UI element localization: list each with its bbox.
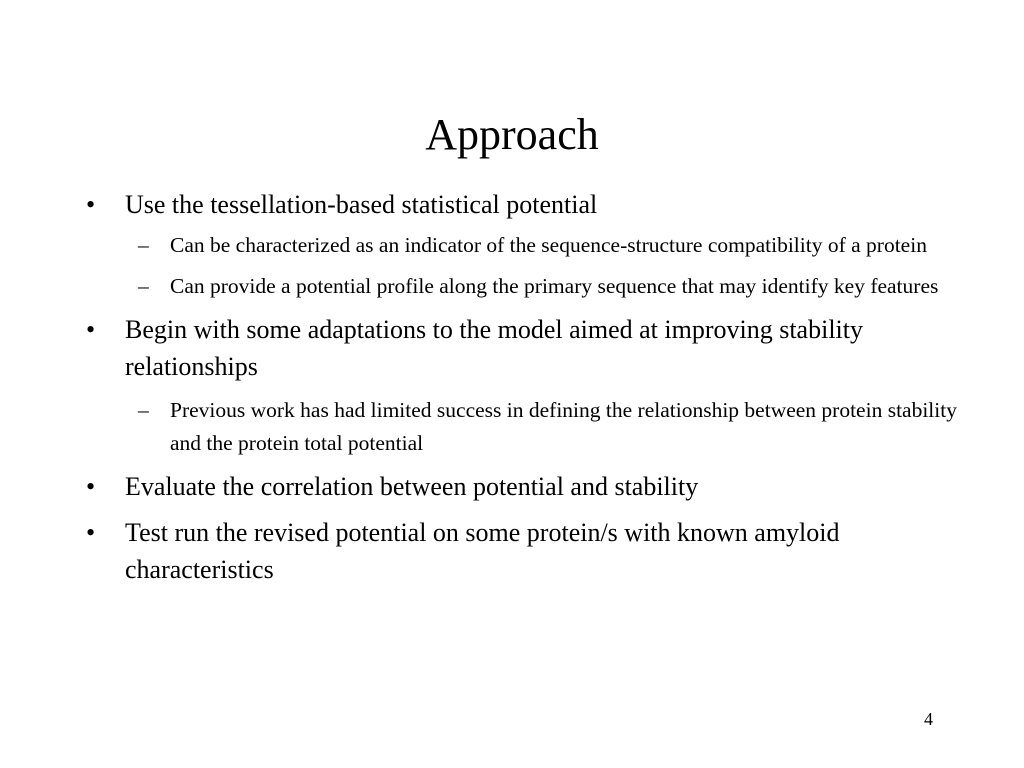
sub-marker: – bbox=[138, 233, 149, 257]
bullet-marker: • bbox=[86, 472, 96, 501]
bullet-text: Use the tessellation-based statistical potential bbox=[125, 190, 598, 219]
bullet-item-3 bbox=[0, 468, 945, 505]
bullet-marker: • bbox=[86, 518, 96, 547]
sub-marker: – bbox=[138, 398, 149, 422]
sub-marker: – bbox=[138, 274, 149, 298]
bullet-text: Evaluate the correlation between potential and stability bbox=[125, 472, 699, 501]
bullet-marker: • bbox=[86, 315, 96, 344]
sub-text: Can provide a potential profile along the primary sequence that may identify key features bbox=[170, 274, 939, 298]
sub-item-2-1 bbox=[0, 394, 960, 460]
bullet-item-1 bbox=[0, 186, 945, 223]
sub-text: Previous work has had limited success in defining the relationship between protein stability and the protein total potential bbox=[170, 398, 957, 455]
slide-title: Approach bbox=[425, 110, 599, 159]
bullet-text: Begin with some adaptations to the model aimed at improving stability relationships bbox=[125, 315, 863, 381]
bullet-marker: • bbox=[86, 190, 96, 219]
sub-item-1-1 bbox=[0, 229, 960, 262]
bullet-item-2 bbox=[0, 311, 945, 385]
page-number: 4 bbox=[924, 709, 933, 729]
bullet-list bbox=[0, 186, 1024, 597]
sub-item-1-2 bbox=[0, 270, 960, 303]
sub-text: Can be characterized as an indicator of the sequence-structure compatibility of a protein bbox=[170, 233, 927, 257]
bullet-item-4 bbox=[0, 514, 945, 588]
bullet-text: Test run the revised potential on some protein/s with known amyloid characteristics bbox=[125, 518, 840, 584]
